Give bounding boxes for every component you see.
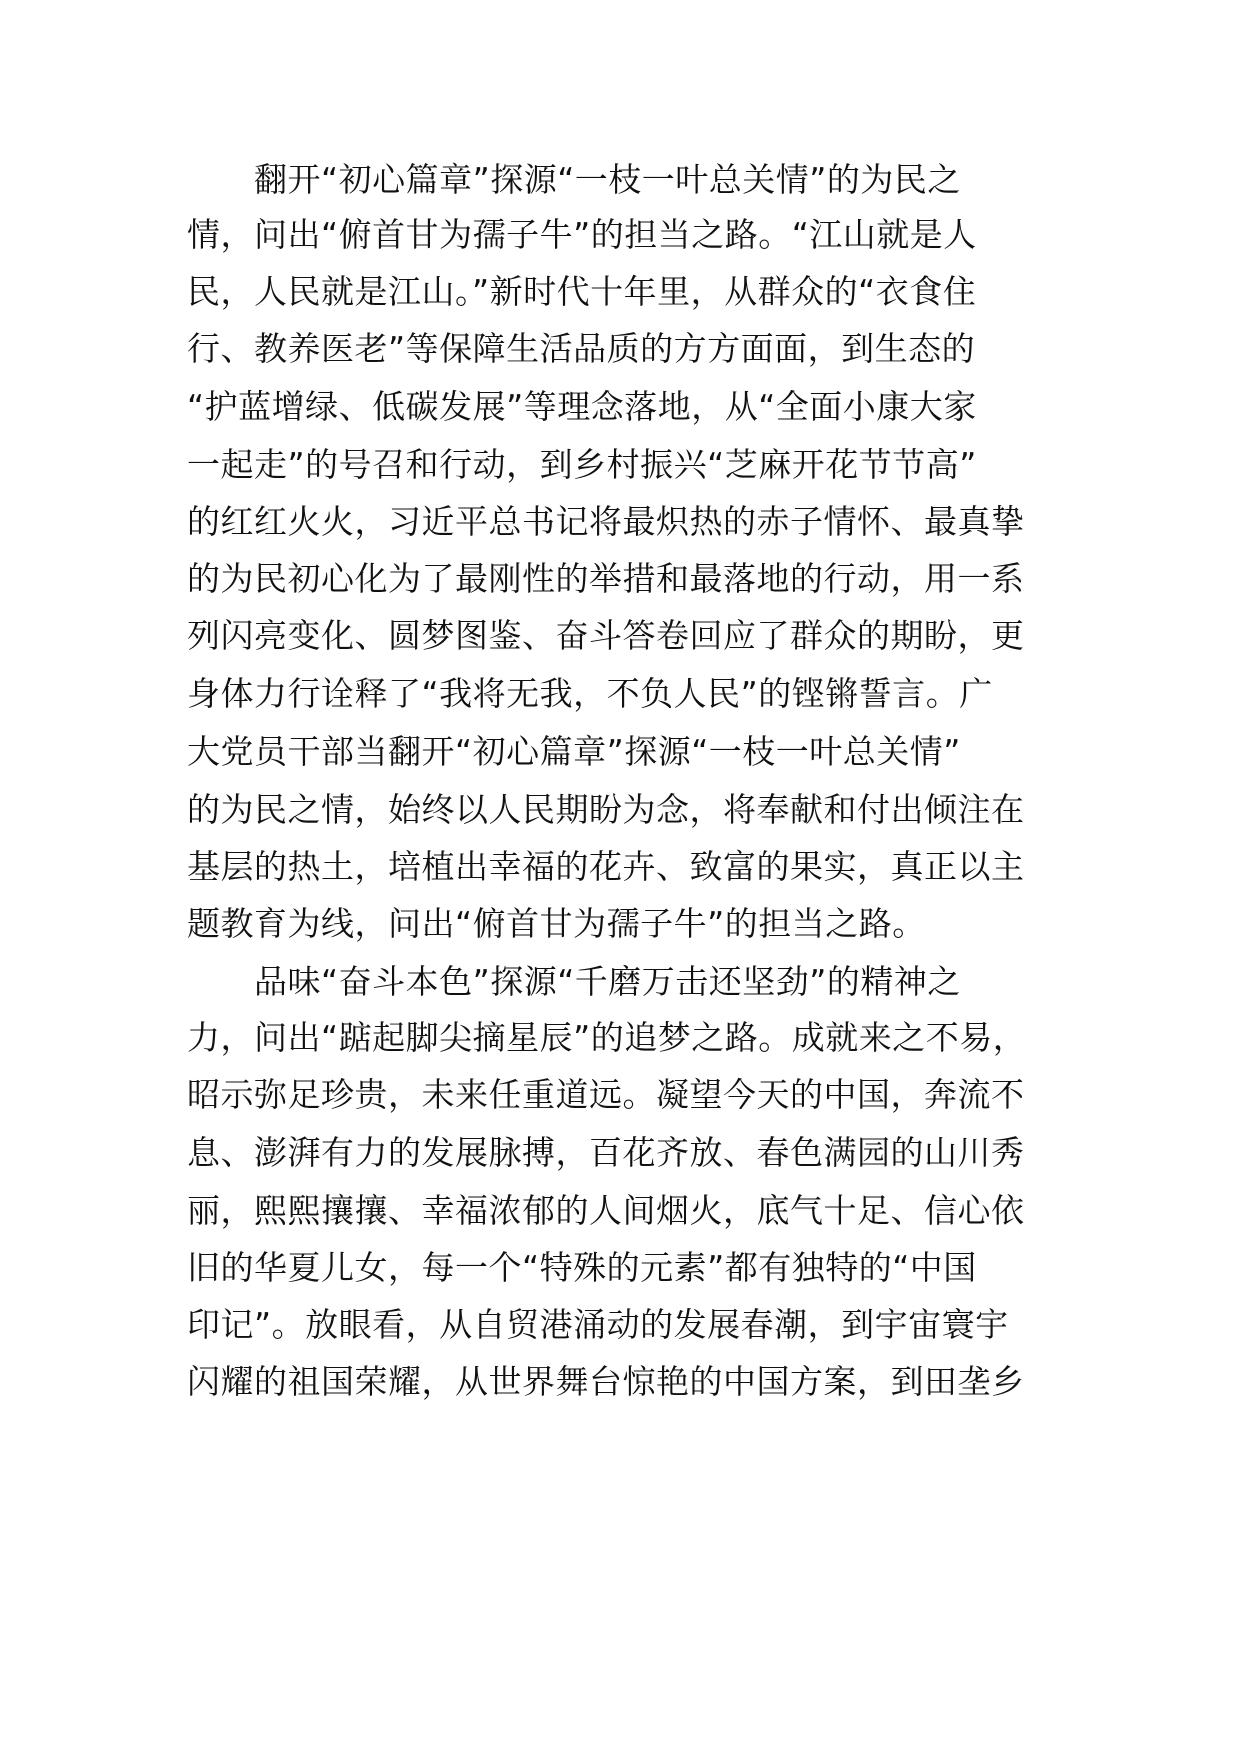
paragraph-1-line-13: 基层的热土，培植出幸福的花卉、致富的果实，真正以主 [187,847,1025,886]
paragraph-2-line-5: 丽，熙熙攘攘、幸福浓郁的人间烟火，底气十足、信心依 [187,1191,1025,1230]
paragraph-1-line-1: 翻开“初心篇章”探源“一枝一叶总关情”的为民之 [254,160,961,199]
paragraph-1-line-5: “护蓝增绿、低碳发展”等理念落地，从“全面小康大家 [187,387,977,426]
paragraph-1-line-14: 题教育为线，问出“俯首甘为孺子牛”的担当之路。 [187,904,926,943]
paragraph-1-line-3: 民，人民就是江山。”新时代十年里，从群众的“衣食住 [187,272,977,311]
paragraph-2-line-6: 旧的华夏儿女，每一个“特殊的元素”都有独特的“中国 [187,1248,977,1287]
paragraph-1-line-10: 身体力行诠释了“我将无我，不负人民”的铿锵誓言。广 [187,674,993,713]
paragraph-1-line-6: 一起走”的号召和行动，到乡村振兴“芝麻开花节节高” [187,445,977,484]
paragraph-2-line-1: 品味“奋斗本色”探源“千磨万击还坚劲”的精神之 [254,962,961,1001]
paragraph-1-line-9: 列闪亮变化、圆梦图鉴、奋斗答卷回应了群众的期盼，更 [187,616,1025,655]
paragraph-2-line-3: 昭示弥足珍贵，未来任重道远。凝望今天的中国，奔流不 [187,1075,1025,1114]
paragraph-1-line-8: 的为民初心化为了最刚性的举措和最落地的行动，用一系 [187,559,1025,598]
paragraph-1-line-11: 大党员干部当翻开“初心篇章”探源“一枝一叶总关情” [187,732,961,771]
paragraph-2-line-7: 印记”。放眼看，从自贸港涌动的发展春潮，到宇宙寰宇 [187,1305,1009,1344]
paragraph-1-line-12: 的为民之情，始终以人民期盼为念，将奉献和付出倾注在 [187,790,1025,829]
paragraph-2-line-4: 息、澎湃有力的发展脉搏，百花齐放、春色满园的山川秀 [187,1133,1025,1172]
paragraph-2-line-8: 闪耀的祖国荣耀，从世界舞台惊艳的中国方案，到田垄乡 [187,1362,1025,1401]
paragraph-1-line-7: 的红红火火，习近平总书记将最炽热的赤子情怀、最真挚 [187,502,1025,541]
paragraph-1-line-2: 情，问出“俯首甘为孺子牛”的担当之路。“江山就是人 [187,215,977,254]
paragraph-1-line-4: 行、教养医老”等保障生活品质的方方面面，到生态的 [187,329,976,368]
paragraph-2-line-2: 力，问出“踮起脚尖摘星辰”的追梦之路。成就来之不易， [187,1018,1027,1057]
